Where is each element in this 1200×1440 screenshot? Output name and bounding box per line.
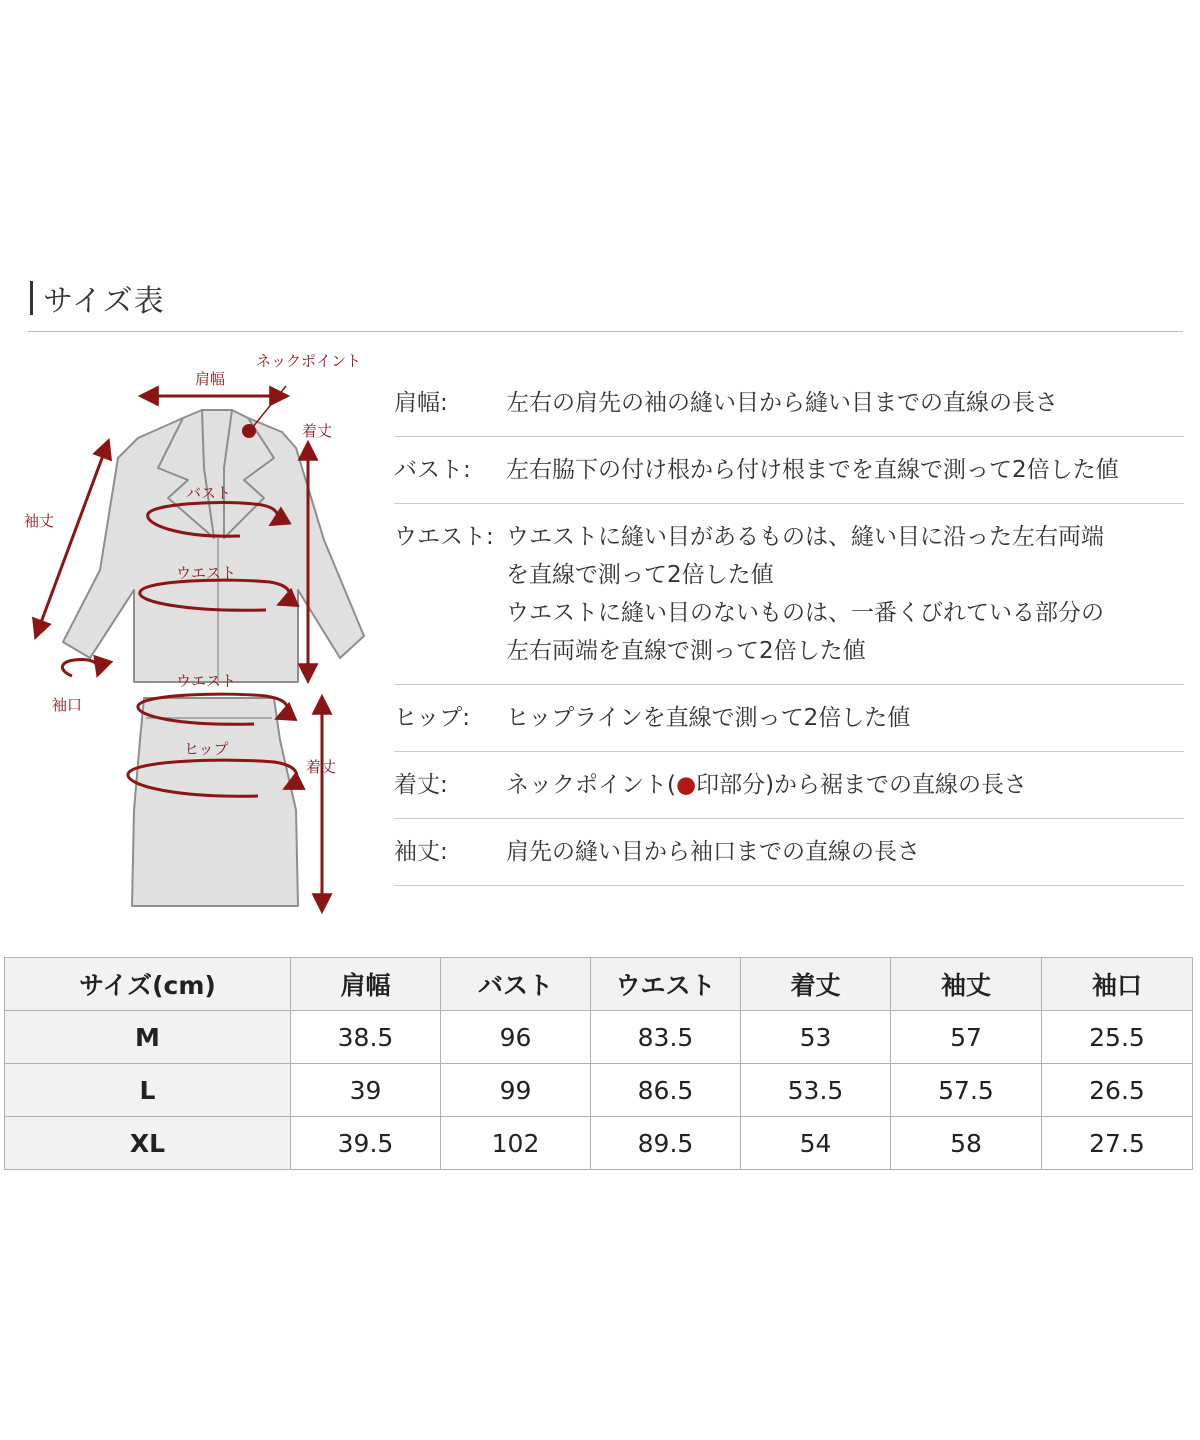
definition-term: 着丈: xyxy=(394,772,448,798)
label-hip: ヒップ xyxy=(184,740,229,758)
title-accent-bar xyxy=(30,281,33,315)
garment-illustration xyxy=(18,340,388,920)
label-length-skirt: 着丈 xyxy=(306,758,337,776)
page-title: サイズ表 xyxy=(43,284,165,319)
definition-term: 肩幅: xyxy=(394,390,448,416)
red-dot-icon: ● xyxy=(675,772,697,798)
definition-text: 肩先の縫い目から袖口までの直線の長さ xyxy=(506,839,920,865)
header-length: 着丈 xyxy=(741,958,891,1011)
definition-text: 左右の肩先の袖の縫い目から縫い目までの直線の長さ xyxy=(506,390,1058,416)
table-cell: 57 xyxy=(891,1011,1042,1064)
table-cell: 38.5 xyxy=(291,1011,441,1064)
definition-waist xyxy=(394,504,1184,685)
header-sleeve: 袖丈 xyxy=(891,958,1042,1011)
label-cuff: 袖口 xyxy=(52,696,83,714)
definition-term: ヒップ: xyxy=(394,705,471,731)
table-cell: 57.5 xyxy=(891,1064,1042,1117)
table-row xyxy=(5,1117,1193,1170)
table-cell: 54 xyxy=(741,1117,891,1170)
size-cell: XL xyxy=(5,1117,291,1170)
skirt-shape xyxy=(132,698,298,906)
size-table xyxy=(4,957,1193,1170)
label-waist-skirt: ウエスト xyxy=(176,672,237,690)
measurement-diagram xyxy=(18,340,388,920)
label-length-top: 着丈 xyxy=(302,422,333,440)
definition-text: 左右脇下の付け根から付け根までを直線で測って2倍した値 xyxy=(506,457,1119,483)
table-row xyxy=(5,1011,1193,1064)
neck-point-dot xyxy=(242,424,256,438)
table-cell: 83.5 xyxy=(591,1011,741,1064)
definition-text: ヒップラインを直線で測って2倍した値 xyxy=(506,705,911,731)
definition-text: ネックポイント(●印部分)から裾までの直線の長さ xyxy=(506,772,1028,798)
table-cell: 86.5 xyxy=(591,1064,741,1117)
definition-hip xyxy=(394,685,1184,752)
header-shoulder: 肩幅 xyxy=(291,958,441,1011)
title-divider xyxy=(28,331,1183,332)
table-cell: 89.5 xyxy=(591,1117,741,1170)
table-cell: 25.5 xyxy=(1042,1011,1193,1064)
table-row xyxy=(5,1064,1193,1117)
definition-shoulder xyxy=(394,370,1184,437)
table-cell: 96 xyxy=(441,1011,591,1064)
definition-text: を直線で測って2倍した値 xyxy=(506,562,774,588)
header-waist: ウエスト xyxy=(591,958,741,1011)
table-cell: 53 xyxy=(741,1011,891,1064)
definition-term: ウエスト: xyxy=(394,524,494,550)
table-cell: 58 xyxy=(891,1117,1042,1170)
definition-text: ウエストに縫い目があるものは、縫い目に沿った左右両端 xyxy=(506,524,1104,550)
header-size: サイズ(cm) xyxy=(5,958,291,1011)
definition-bust xyxy=(394,437,1184,504)
size-cell: L xyxy=(5,1064,291,1117)
definition-sleeve xyxy=(394,819,1184,886)
table-cell: 27.5 xyxy=(1042,1117,1193,1170)
table-cell: 99 xyxy=(441,1064,591,1117)
section-title xyxy=(30,278,165,318)
table-cell: 39 xyxy=(291,1064,441,1117)
measurement-definitions xyxy=(394,370,1184,886)
definition-term: 袖丈: xyxy=(394,839,448,865)
table-cell: 102 xyxy=(441,1117,591,1170)
table-header-row xyxy=(5,958,1193,1011)
label-bust: バスト xyxy=(186,484,232,502)
size-cell: M xyxy=(5,1011,291,1064)
definition-length xyxy=(394,752,1184,819)
definition-text: ウエストに縫い目のないものは、一番くびれている部分の xyxy=(506,600,1104,626)
table-cell: 26.5 xyxy=(1042,1064,1193,1117)
label-neck-point: ネックポイント xyxy=(256,352,362,370)
definition-term: バスト: xyxy=(394,457,471,483)
header-cuff: 袖口 xyxy=(1042,958,1193,1011)
table-cell: 53.5 xyxy=(741,1064,891,1117)
header-bust: バスト xyxy=(441,958,591,1011)
label-waist-top: ウエスト xyxy=(176,564,237,582)
table-cell: 39.5 xyxy=(291,1117,441,1170)
label-shoulder: 肩幅 xyxy=(195,370,226,388)
definition-text: 左右両端を直線で測って2倍した値 xyxy=(506,638,866,664)
jacket-shape xyxy=(63,410,364,682)
label-sleeve: 袖丈 xyxy=(24,512,55,530)
